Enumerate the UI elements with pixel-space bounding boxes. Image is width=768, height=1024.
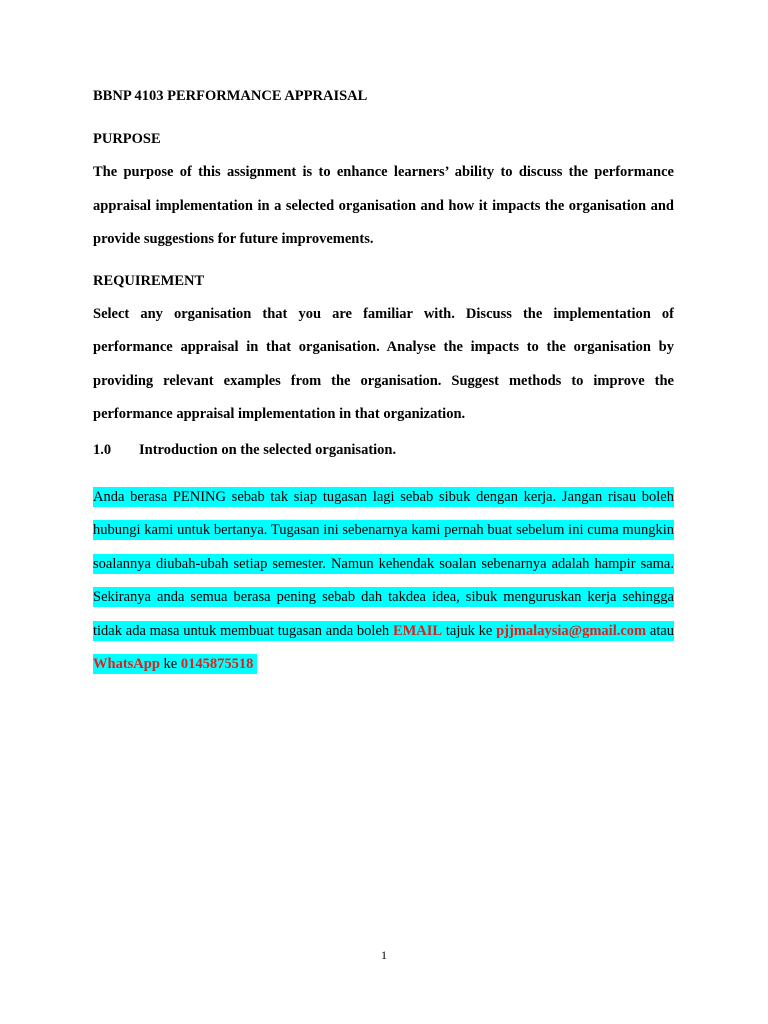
- section-number: 1.0: [93, 441, 112, 458]
- email-label: EMAIL: [392, 622, 443, 639]
- page-number: 1: [381, 948, 387, 962]
- section-title: Introduction on the selected organisation.: [139, 441, 397, 458]
- document-title: BBNP 4103 PERFORMANCE APPRAISAL: [93, 88, 368, 104]
- phone-number[interactable]: 0145875518: [180, 656, 254, 673]
- promo-atau-text: atau: [649, 622, 675, 639]
- section-heading: [93, 440, 674, 460]
- whatsapp-label: WhatsApp: [93, 656, 160, 673]
- email-address-link[interactable]: pjjmalaysia@gmail.com: [496, 622, 647, 639]
- promo-text: Anda berasa PENING sebab tak siap tugasan lagi sebab sibuk dengan kerja. Jangan risau boleh hubungi kami untuk bertanya. Tugasan ini sebenarnya kami pernah buat sebelum ini cuma mungkin soalannya diubah-ubah setiap semester. Namun kehendak soalan sebenarnya adalah hampir sama. Sekiranya anda semua berasa pening sebab dah takdea idea, sibuk menguruskan kerja sehingga tidak ada masa untuk membuat tugasan anda boleh: [93, 488, 674, 639]
- purpose-heading: PURPOSE: [93, 131, 161, 147]
- promo-ke-text: ke: [163, 656, 178, 673]
- purpose-paragraph: The purpose of this assignment is to enhance learners’ ability to discuss the performance appraisal implementation in a selected organisation and how it impacts the organisation and provide suggestions for future improvements.: [93, 164, 674, 247]
- requirement-paragraph: Select any organisation that you are familiar with. Discuss the implementation of performance appraisal in that organisation. Analyse the impacts to the organisation by providing relevant examples from the organisation. Suggest methods to improve the performance appraisal implementation in that organization.: [93, 305, 674, 422]
- promo-paragraph: [93, 481, 674, 683]
- document-body: [93, 86, 674, 682]
- requirement-heading: REQUIREMENT: [93, 272, 205, 289]
- promo-tajuk-text: tajuk ke: [445, 622, 493, 639]
